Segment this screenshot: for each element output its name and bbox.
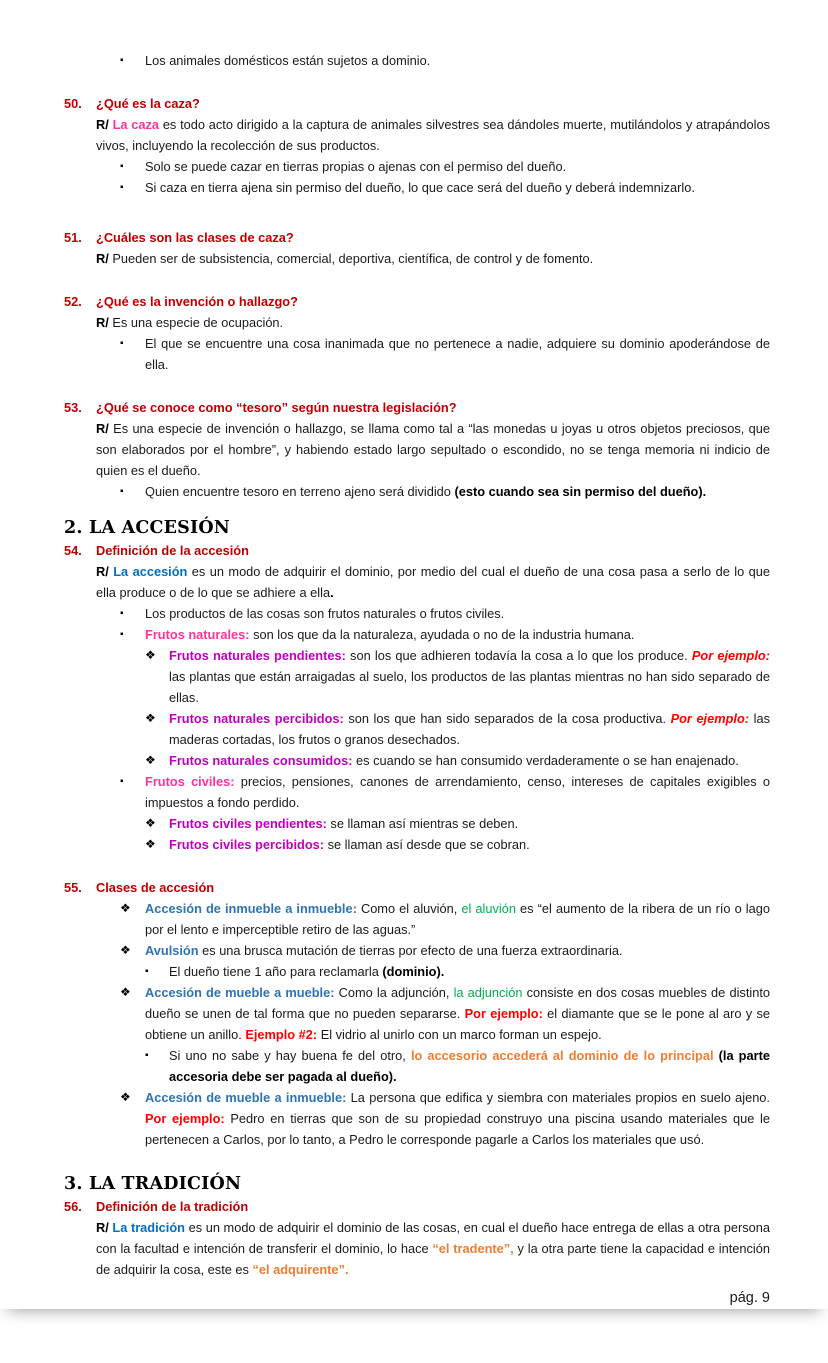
spacer xyxy=(64,855,770,877)
question-number: 52. xyxy=(64,294,82,309)
text-run: Avulsión xyxy=(145,943,199,958)
answer-paragraph xyxy=(96,114,770,156)
text-run: es todo acto dirigido a la captura de animales silvestres sea dándoles muerte, mutilándolos y atrapándolos vivos, incluyendo la recolección de sus productos. xyxy=(96,117,770,153)
text-run: Accesión de inmueble a inmueble: xyxy=(145,901,357,916)
text-run: es una brusca mutación de tierras por efecto de una fuerza extraordinaria. xyxy=(198,943,623,958)
question-text: ¿Qué es la invención o hallazgo? xyxy=(96,294,298,309)
diamond-bullet-marker: ❖ xyxy=(145,648,156,662)
question-text: ¿Cuáles son las clases de caza? xyxy=(96,230,294,245)
diamond-bullet-marker: ❖ xyxy=(145,816,156,830)
text-run: La caza xyxy=(112,117,160,132)
text-run: Como la adjunción, xyxy=(334,985,454,1000)
question-number: 53. xyxy=(64,400,82,415)
text-run: Por ejemplo: xyxy=(670,711,750,726)
spacer xyxy=(64,198,770,227)
text-run: Frutos naturales: xyxy=(145,627,250,642)
question-number: 55. xyxy=(64,880,82,895)
text-run: Frutos naturales pendientes: xyxy=(169,648,346,663)
question-number: 54. xyxy=(64,543,82,558)
text-run: son los que da la naturaleza, ayudada o no de la industria humana. xyxy=(249,627,635,642)
list-item xyxy=(145,961,770,982)
question-heading xyxy=(64,291,770,312)
text-run: son los que adhieren todavía la cosa a lo que los produce. xyxy=(345,648,692,663)
diamond-bullet-marker: ❖ xyxy=(120,1090,131,1104)
section-heading: 2. LA ACCESIÓN xyxy=(64,518,230,538)
text-run: R/ xyxy=(96,564,114,579)
list-item xyxy=(120,771,770,813)
question-number: 56. xyxy=(64,1199,82,1214)
answer-paragraph xyxy=(96,1217,770,1280)
spacer xyxy=(64,375,770,397)
page-number: pág. 9 xyxy=(729,1290,770,1306)
list-item xyxy=(120,940,770,961)
text-run: Quien encuentre tesoro en terreno ajeno será dividido xyxy=(145,484,455,499)
list-item xyxy=(120,333,770,375)
diamond-bullet-marker: ❖ xyxy=(145,753,156,767)
list-item xyxy=(145,645,770,708)
text-run: Los animales domésticos están sujetos a dominio. xyxy=(145,53,431,68)
diamond-bullet-marker: ❖ xyxy=(120,985,131,999)
list-item xyxy=(120,177,770,198)
question-text: Clases de accesión xyxy=(96,880,215,895)
text-run: se llaman así desde que se cobran. xyxy=(324,837,530,852)
text-run: Accesión de mueble a inmueble: xyxy=(145,1090,347,1105)
text-run: “el tradente”, xyxy=(432,1241,514,1256)
text-run: R/ xyxy=(96,421,114,436)
question-heading xyxy=(64,877,770,898)
text-run: R/ xyxy=(96,251,113,266)
text-run: . xyxy=(330,585,334,600)
text-run: son los que han sido separados de la cosa productiva. xyxy=(343,711,671,726)
text-run: Pueden ser de subsistencia, comercial, deportiva, científica, de control y de fomento. xyxy=(112,251,594,266)
spacer xyxy=(64,71,770,93)
square-bullet-marker: ▪ xyxy=(145,1050,149,1061)
text-run: Si uno no sabe y hay buena fe del otro, xyxy=(169,1048,411,1063)
answer-paragraph xyxy=(96,418,770,481)
text-run: el aluvión xyxy=(461,901,516,916)
text-run: R/ xyxy=(96,315,113,330)
text-run: Frutos civiles pendientes: xyxy=(169,816,327,831)
question-text: ¿Qué se conoce como “tesoro” según nuestra legislación? xyxy=(96,400,457,415)
spacer xyxy=(64,502,770,516)
answer-paragraph xyxy=(96,312,770,333)
text-run: (dominio). xyxy=(382,964,445,979)
list-item xyxy=(145,834,770,855)
square-bullet-marker: ▪ xyxy=(120,338,124,349)
text-run: las plantas que están arraigadas al suelo, los productos de las plantas mientras no han sido separado de ellas. xyxy=(169,669,770,705)
list-item xyxy=(145,708,770,750)
square-bullet-marker: ▪ xyxy=(120,608,124,619)
text-run: Es una especie de ocupación. xyxy=(112,315,284,330)
text-run: Frutos civiles percibidos: xyxy=(169,837,325,852)
list-item xyxy=(120,624,770,645)
question-heading xyxy=(64,93,770,114)
text-run: (esto cuando sea sin permiso del dueño). xyxy=(454,484,707,499)
text-run: El dueño tiene 1 año para reclamarla xyxy=(169,964,383,979)
text-run: Frutos naturales consumidos: xyxy=(169,753,353,768)
text-run: la adjunción xyxy=(453,985,523,1000)
document-body xyxy=(64,50,770,1280)
text-run: “el adquirente”. xyxy=(252,1262,349,1277)
question-number: 50. xyxy=(64,96,82,111)
text-run: es un modo de adquirir el dominio de las cosas, en cual el dueño hace entrega de ellas a otra persona con la facultad e intención de transferir el dominio, lo hace xyxy=(96,1220,770,1256)
text-run: las maderas cortadas, los frutos o granos desechados. xyxy=(169,711,770,747)
section-heading: 3. LA TRADICIÓN xyxy=(64,1174,242,1194)
list-item xyxy=(120,898,770,940)
square-bullet-marker: ▪ xyxy=(120,161,124,172)
text-run: Como el aluvión, xyxy=(356,901,462,916)
question-text: Definición de la tradición xyxy=(96,1199,249,1214)
text-run: lo accesorio accederá al dominio de lo principal xyxy=(410,1048,719,1063)
text-run: Por ejemplo: xyxy=(464,1006,543,1021)
question-heading xyxy=(64,227,770,248)
text-run: Ejemplo #2: xyxy=(245,1027,318,1042)
spacer xyxy=(64,1150,770,1172)
question-heading xyxy=(64,397,770,418)
diamond-bullet-marker: ❖ xyxy=(120,901,131,915)
square-bullet-marker: ▪ xyxy=(120,486,124,497)
text-run: es cuando se han consumido verdaderamente o se han enajenado. xyxy=(352,753,739,768)
text-run: La accesión xyxy=(113,564,188,579)
text-run: Solo se puede cazar en tierras propias o ajenas con el permiso del dueño. xyxy=(145,159,567,174)
text-run: el diamante que se le pone al aro y se obtiene un anillo. xyxy=(145,1006,770,1042)
text-run: precios, pensiones, canones de arrendamiento, censo, intereses de capitales exigibles o impuestos a fondo perdido. xyxy=(145,774,770,810)
list-item xyxy=(120,156,770,177)
text-run: consiste en dos cosas muebles de distinto dueño se unen de tal forma que no pueden separarse. xyxy=(145,985,771,1021)
text-run: El vidrio al unirlo con un marco forman un espejo. xyxy=(317,1027,602,1042)
question-text: Definición de la accesión xyxy=(96,543,249,558)
answer-paragraph xyxy=(96,561,770,603)
question-text: ¿Qué es la caza? xyxy=(96,96,200,111)
list-item xyxy=(120,481,770,502)
text-run: Si caza en tierra ajena sin permiso del dueño, lo que cace será del dueño y deberá indemnizarlo. xyxy=(145,180,695,195)
question-number: 51. xyxy=(64,230,82,245)
square-bullet-marker: ▪ xyxy=(120,182,124,193)
text-run: Pedro en tierras que son de su propiedad construyo una piscina usando materiales que le pertenecen a Carlos, por lo tanto, a Pedro le corresponde pagarle a Carlos los materiales que usó. xyxy=(145,1111,770,1147)
list-item xyxy=(120,1087,770,1150)
question-heading xyxy=(64,540,770,561)
list-item xyxy=(145,750,770,771)
text-run: Accesión de mueble a mueble: xyxy=(145,985,335,1000)
spacer xyxy=(64,269,770,291)
diamond-bullet-marker: ❖ xyxy=(145,711,156,725)
text-run: Los productos de las cosas son frutos naturales o frutos civiles. xyxy=(145,606,505,621)
square-bullet-marker: ▪ xyxy=(120,776,124,787)
list-item xyxy=(145,1045,770,1087)
list-item xyxy=(145,813,770,834)
list-item xyxy=(120,603,770,624)
text-run: Por ejemplo: xyxy=(691,648,770,663)
text-run: es “el aumento de la ribera de un río o lago por el lento e imperceptible retiro de las aguas.” xyxy=(145,901,770,937)
question-heading xyxy=(64,1196,770,1217)
diamond-bullet-marker: ❖ xyxy=(145,837,156,851)
text-run: Frutos naturales percibidos: xyxy=(169,711,344,726)
square-bullet-marker: ▪ xyxy=(120,55,124,66)
text-run: Por ejemplo: xyxy=(145,1111,225,1126)
text-run: (la parte accesoria debe ser pagada al dueño). xyxy=(169,1048,770,1084)
answer-paragraph xyxy=(96,248,770,269)
text-run: Frutos civiles: xyxy=(145,774,235,789)
text-run: La tradición xyxy=(112,1220,185,1235)
text-run: R/ xyxy=(96,1220,113,1235)
square-bullet-marker: ▪ xyxy=(145,966,149,977)
text-run: El que se encuentre una cosa inanimada que no pertenece a nadie, adquiere su dominio apoderándose de ella. xyxy=(145,336,770,372)
text-run: se llaman así mientras se deben. xyxy=(326,816,519,831)
text-run: es un modo de adquirir el dominio, por medio del cual el dueño de una cosa pasa a serlo de lo que ella produce o de lo que se adhiere a ella xyxy=(96,564,770,600)
square-bullet-marker: ▪ xyxy=(120,629,124,640)
list-item xyxy=(120,50,770,71)
text-run: La persona que edifica y siembra con materiales propios en suelo ajeno. xyxy=(346,1090,770,1105)
text-run: y la otra parte tiene la capacidad e intención de adquirir la cosa, este es xyxy=(96,1241,770,1277)
text-run: Es una especie de invención o hallazgo, se llama como tal a “las monedas u joyas u otros objetos preciosos, que son elaborados por el hombre”, y habiendo estado largo sepultado o escondido, no se tenga memoria ni indicio de quien es el dueño. xyxy=(96,421,770,478)
diamond-bullet-marker: ❖ xyxy=(120,943,131,957)
text-run: R/ xyxy=(96,117,113,132)
list-item xyxy=(120,982,770,1045)
